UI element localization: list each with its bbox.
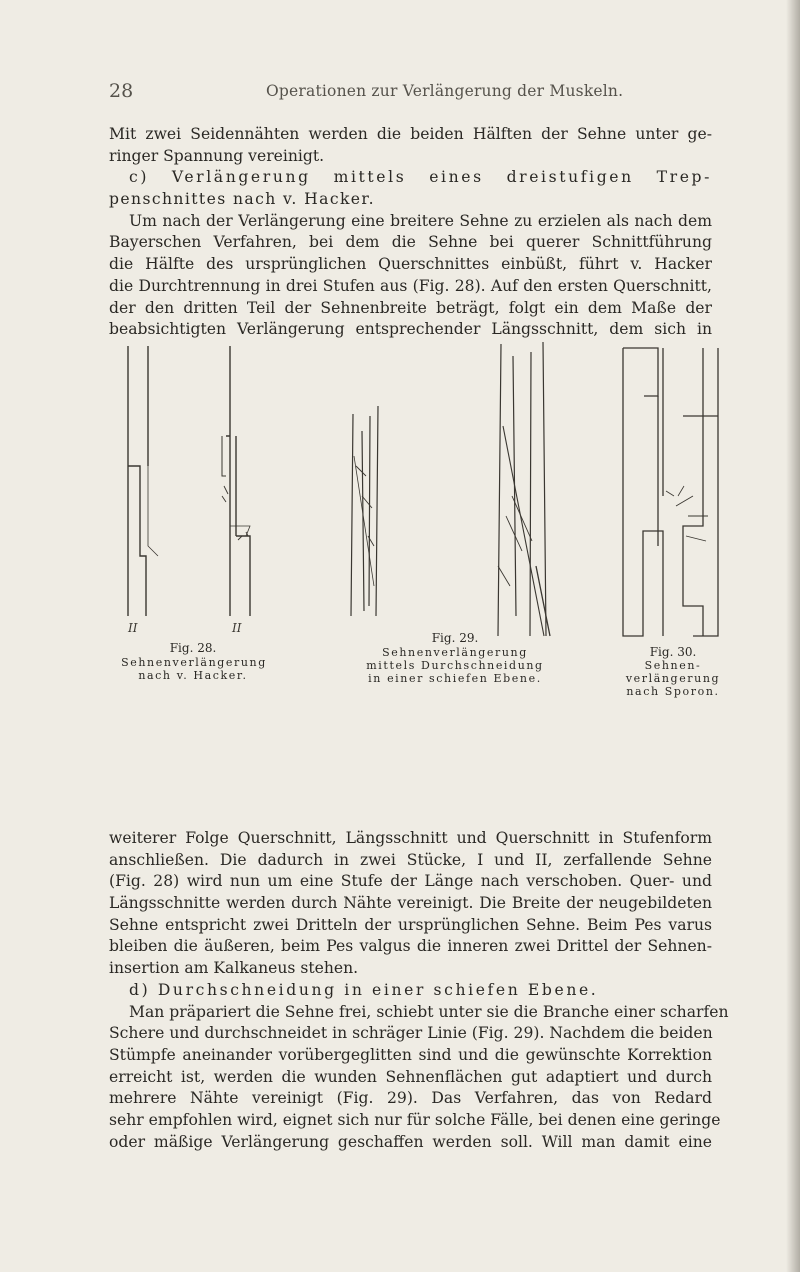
text-line: der den dritten Teil der Sehnenbreite beträgt, folgt ein dem Maße der xyxy=(109,298,712,317)
text-line: weiterer Folge Querschnitt, Längsschnitt und Querschnitt in Stufenform xyxy=(109,829,712,847)
section-heading-d: d) Durchschneidung in einer schiefen Ebene. xyxy=(129,980,599,999)
text-line: sehr empfohlen wird, eignet sich nur für solche Fälle, bei denen eine geringe xyxy=(109,1110,721,1129)
text-line: beabsichtigten Verlängerung entsprechender Längsschnitt, dem sich in xyxy=(109,320,712,339)
fig30-caption-line2: verlängerung xyxy=(625,672,721,685)
fig29-caption-line2: mittels Durchschneidung xyxy=(366,659,544,672)
fig29-caption-line1: Sehnenverlängerung xyxy=(382,646,528,659)
text-line: die Hälfte des ursprünglichen Querschnittes einbüßt, führt v. Hacker xyxy=(109,255,712,274)
fig28-label-II-left: II xyxy=(128,621,138,635)
fig29-drawing xyxy=(351,342,550,636)
text-line: oder mäßige Verlängerung geschaffen werden soll. Will man damit eine xyxy=(109,1132,712,1151)
fig28-caption-line1: Sehnenverlängerung xyxy=(121,656,267,669)
fig28-caption-line2: nach v. Hacker. xyxy=(138,669,248,682)
section-heading-c: c) Verlängerung mittels eines dreistufigen Trep- xyxy=(129,168,712,187)
page-edge-shadow xyxy=(786,0,800,1272)
page-header xyxy=(109,80,712,104)
text-line: erreicht ist, werden die wunden Sehnenflächen gut adaptiert und durch xyxy=(109,1067,712,1086)
text-line: Stümpfe aneinander vorübergeglitten sind und die gewünschte Korrektion xyxy=(109,1045,712,1064)
fig30-title: Fig. 30. xyxy=(649,645,697,659)
bottom-paragraphs xyxy=(109,828,729,1153)
text-line: insertion am Kalkaneus stehen. xyxy=(109,959,359,978)
text-line: Um nach der Verlängerung eine breitere Sehne zu erzielen als nach dem xyxy=(129,211,712,230)
text-line: Mit zwei Seidennähten werden die beiden Hälften der Sehne unter ge- xyxy=(109,125,712,143)
text-line: Man präpariert die Sehne frei, schiebt unter sie die Branche einer scharfen xyxy=(129,1002,729,1021)
text-line: die Durchtrennung in drei Stufen aus (Fig. 28). Auf den ersten Querschnitt, xyxy=(109,276,712,295)
fig28-drawing xyxy=(128,346,250,616)
top-paragraphs xyxy=(109,124,712,341)
text-line: Sehne entspricht zwei Dritteln der ursprünglichen Sehne. Beim Pes varus xyxy=(109,915,712,934)
running-title: Operationen zur Verlängerung der Muskeln. xyxy=(266,82,624,100)
text-line: Bayerschen Verfahren, bei dem die Sehne bei querer Schnittführung xyxy=(109,233,712,252)
text-line: mehrere Nähte vereinigt (Fig. 29). Das Verfahren, das von Redard xyxy=(109,1089,712,1108)
text-line: anschließen. Die dadurch in zwei Stücke, I und II, zerfallende Sehne xyxy=(109,850,712,869)
fig30-caption-line3: nach Sporon. xyxy=(626,685,720,698)
page-number: 28 xyxy=(109,80,134,102)
text-line: ringer Spannung vereinigt. xyxy=(109,146,325,165)
text-line: Längsschnitte werden durch Nähte vereinigt. Die Breite der neugebildeten xyxy=(109,894,712,913)
fig28-label-II-right: II xyxy=(232,621,242,635)
text-line: (Fig. 28) wird nun um eine Stufe der Länge nach verschoben. Quer- und xyxy=(109,872,712,891)
fig29-title: Fig. 29. xyxy=(431,631,479,645)
text-line: bleiben die äußeren, beim Pes valgus die inneren zwei Drittel der Sehnen- xyxy=(109,937,712,956)
section-heading-c-cont: penschnittes nach v. Hacker. xyxy=(109,190,375,209)
fig28-title: Fig. 28. xyxy=(169,641,217,655)
fig29-caption-line3: in einer schiefen Ebene. xyxy=(368,672,542,685)
fig30-drawing xyxy=(623,348,718,636)
fig30-caption-line1: Sehnen- xyxy=(644,659,702,672)
text-line: Schere und durchschneidet in schräger Linie (Fig. 29). Nachdem die beiden xyxy=(109,1024,713,1043)
figure-area xyxy=(118,336,738,746)
